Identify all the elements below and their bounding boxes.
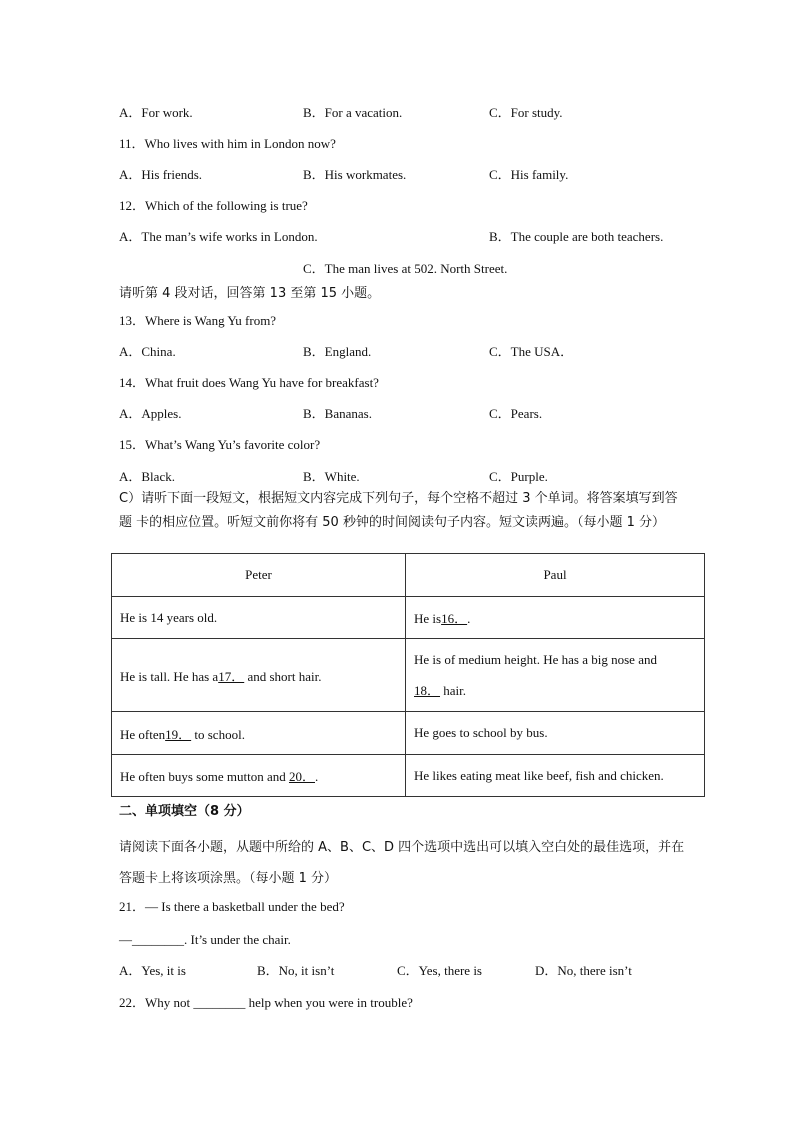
blank-17[interactable]: 17．: [218, 668, 245, 684]
section2-instruction: 请阅读下面各小题，从题中所给的 A、B、C、D 四个选项中选出可以填入空白处的最佳选项，并在 答题卡上将该项涂黑。（每小题 1 分）: [119, 840, 685, 886]
q15-stem: 15．What’s Wang Yu’s favorite color?: [119, 437, 321, 452]
q15-option-a: A．Black.: [119, 469, 175, 484]
q14-option-a: A．Apples.: [119, 406, 182, 421]
q12-option-b: B．The couple are both teachers.: [489, 229, 664, 244]
peter-paul-table: [111, 553, 705, 797]
q12-option-a: A．The man’s wife works in London.: [119, 229, 318, 244]
table-row: [112, 755, 705, 797]
q21-option-d: D．No, there isn’t: [535, 963, 632, 978]
blank-18[interactable]: 18．: [414, 683, 441, 698]
blank-16[interactable]: 16．: [441, 611, 468, 626]
table-cell-peter: He often19． to school.: [112, 712, 406, 755]
table-row: [112, 597, 705, 639]
q11-option-a: A．His friends.: [119, 167, 203, 182]
table-cell-peter: He is 14 years old.: [112, 597, 406, 639]
q10-option-b: B．For a vacation.: [303, 105, 403, 120]
table-cell-paul: He likes eating meat like beef, fish and chicken.: [406, 755, 705, 797]
table-cell-paul: He is of medium height. He has a big nose and 18． hair.: [406, 639, 705, 712]
q10-option-c: C．For study.: [489, 105, 563, 120]
table-cell-paul: He is16．.: [406, 597, 705, 639]
table-header-paul: Paul: [406, 554, 705, 597]
q15-option-b: B．White.: [303, 469, 360, 484]
q21-option-c: C．Yes, there is: [397, 963, 482, 978]
q22-stem: 22．Why not ________ help when you were in trouble?: [119, 995, 413, 1010]
q14-option-c: C．Pears.: [489, 406, 543, 421]
q13-stem: 13．Where is Wang Yu from?: [119, 313, 277, 328]
q12-stem: 12．Which of the following is true?: [119, 198, 308, 213]
q21-option-a: A．Yes, it is: [119, 963, 186, 978]
q11-option-c: C．His family.: [489, 167, 569, 182]
partC-instruction: C）请听下面一段短文，根据短文内容完成下列句子，每个空格不超过 3 个单词。将答案填写到答题 卡的相应位置。听短文前你将有 50 秒钟的时间阅读句子内容。短文读两遍。（每小题 1 分）: [119, 491, 678, 530]
q13-option-a: A．China.: [119, 344, 176, 359]
table-header-peter: Peter: [112, 554, 406, 597]
q13-option-c: C．The USA．: [489, 344, 574, 359]
table-cell-peter: He is tall. He has a17． and short hair.: [112, 639, 406, 712]
blank-20[interactable]: 20．: [288, 769, 315, 784]
q15-option-c: C．Purple.: [489, 469, 548, 484]
q11-option-b: B．His workmates.: [303, 167, 407, 182]
blank-19[interactable]: 19．: [165, 726, 192, 742]
q21-reply: —________. It’s under the chair.: [119, 932, 291, 947]
q10-option-a: A．For work.: [119, 105, 193, 120]
table-cell-paul: He goes to school by bus.: [406, 712, 705, 755]
q12-option-c: C．The man lives at 502. North Street.: [303, 261, 508, 276]
q21-option-b: B．No, it isn’t: [257, 963, 335, 978]
table-cell-peter: He often buys some mutton and 20．.: [112, 755, 406, 797]
q11-stem: 11．Who lives with him in London now?: [119, 136, 336, 151]
q14-option-b: B．Bananas.: [303, 406, 372, 421]
q21-stem: 21．— Is there a basketball under the bed?: [119, 899, 345, 914]
table-row: [112, 639, 705, 712]
q13-option-b: B．England.: [303, 344, 372, 359]
section4-instruction: 请听第 4 段对话，回答第 13 至第 15 小题。: [119, 286, 381, 301]
section2-title: 二、单项填空（8 分）: [119, 804, 250, 819]
q14-stem: 14．What fruit does Wang Yu have for breakfast?: [119, 375, 379, 390]
table-row: [112, 712, 705, 755]
